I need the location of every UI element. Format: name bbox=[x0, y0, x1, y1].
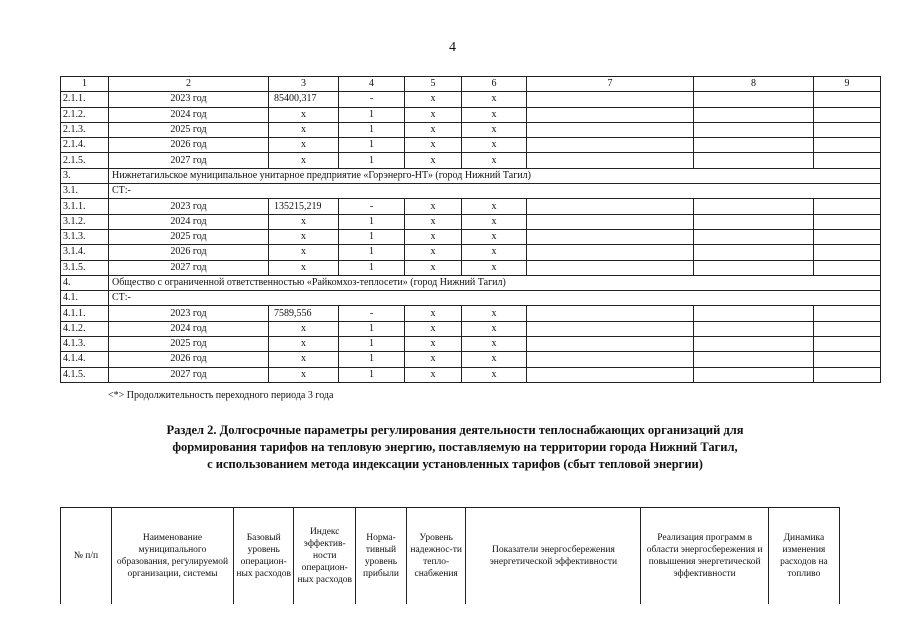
table-cell: x bbox=[462, 229, 527, 244]
table-cell bbox=[694, 352, 814, 367]
table-row bbox=[61, 306, 881, 321]
column-header: Реализация программ в области энергосбережения и повышения энергетической эффективности bbox=[641, 508, 768, 605]
table-cell bbox=[694, 214, 814, 229]
column-header: Базовый уровень операцион-ных расходов bbox=[233, 508, 293, 605]
section-2-parameters-table bbox=[60, 507, 840, 604]
table-cell bbox=[694, 321, 814, 336]
table-row bbox=[61, 199, 881, 214]
row-number: 3.1. bbox=[61, 184, 109, 199]
table-cell: x bbox=[405, 367, 462, 382]
table-cell: x bbox=[405, 122, 462, 137]
table-cell: x bbox=[462, 138, 527, 153]
row-number: 4.1.2. bbox=[61, 321, 109, 336]
page-number: 4 bbox=[449, 40, 456, 55]
column-number-2: 2 bbox=[109, 77, 269, 92]
section-title-line-3: с использованием метода индексации установленных тарифов (сбыт тепловой энергии) bbox=[207, 457, 703, 471]
column-number-3: 3 bbox=[269, 77, 339, 92]
column-header: Индекс эффектив-ности операцион-ных расходов bbox=[294, 508, 356, 605]
table-cell bbox=[527, 245, 694, 260]
table-cell: x bbox=[462, 306, 527, 321]
table-cell bbox=[694, 260, 814, 275]
row-number: 2.1.4. bbox=[61, 138, 109, 153]
table-cell bbox=[527, 229, 694, 244]
column-header: Норма-тивный уровень прибыли bbox=[356, 508, 407, 605]
table-cell bbox=[527, 260, 694, 275]
row-number: 3.1.5. bbox=[61, 260, 109, 275]
organization-row bbox=[61, 168, 881, 183]
row-number: 4.1.3. bbox=[61, 337, 109, 352]
column-number-5: 5 bbox=[405, 77, 462, 92]
table-cell bbox=[814, 153, 881, 168]
table-cell: 2025 год bbox=[109, 122, 269, 137]
table-cell: x bbox=[405, 306, 462, 321]
table-cell: x bbox=[405, 260, 462, 275]
table-cell: x bbox=[462, 199, 527, 214]
table-cell: x bbox=[405, 229, 462, 244]
table-cell: x bbox=[269, 321, 339, 336]
table-cell: x bbox=[462, 245, 527, 260]
column-number-row bbox=[61, 77, 881, 92]
table-cell: x bbox=[462, 337, 527, 352]
table-cell: x bbox=[405, 214, 462, 229]
table-cell: x bbox=[405, 153, 462, 168]
table-cell: x bbox=[405, 199, 462, 214]
table-cell bbox=[814, 337, 881, 352]
table-cell bbox=[814, 367, 881, 382]
row-number: 2.1.5. bbox=[61, 153, 109, 168]
table-cell bbox=[527, 138, 694, 153]
table-cell bbox=[814, 260, 881, 275]
row-number: 3.1.4. bbox=[61, 245, 109, 260]
row-number: 4.1.4. bbox=[61, 352, 109, 367]
table-cell bbox=[694, 199, 814, 214]
row-number: 3. bbox=[61, 168, 109, 183]
table-cell bbox=[814, 122, 881, 137]
organization-name: СТ:- bbox=[109, 291, 881, 306]
table-cell: 2027 год bbox=[109, 367, 269, 382]
table-cell: x bbox=[462, 107, 527, 122]
column-header: Уровень надежнос-ти тепло-снабжения bbox=[406, 508, 465, 605]
table-cell: 1 bbox=[339, 138, 405, 153]
table-cell: x bbox=[269, 107, 339, 122]
row-number: 2.1.1. bbox=[61, 92, 109, 107]
table-cell: x bbox=[462, 321, 527, 336]
table-cell: 1 bbox=[339, 153, 405, 168]
organization-row bbox=[61, 184, 881, 199]
table-cell bbox=[694, 306, 814, 321]
table-cell bbox=[814, 245, 881, 260]
table-cell bbox=[527, 199, 694, 214]
column-number-4: 4 bbox=[339, 77, 405, 92]
table-cell bbox=[527, 367, 694, 382]
table-cell bbox=[694, 367, 814, 382]
table-cell: x bbox=[269, 352, 339, 367]
row-number: 3.1.2. bbox=[61, 214, 109, 229]
table-cell bbox=[814, 352, 881, 367]
table-cell: - bbox=[339, 92, 405, 107]
table-cell: x bbox=[269, 367, 339, 382]
table-cell bbox=[527, 352, 694, 367]
table-row bbox=[61, 214, 881, 229]
table-cell: x bbox=[405, 138, 462, 153]
column-number-6: 6 bbox=[462, 77, 527, 92]
table-cell bbox=[694, 153, 814, 168]
table-cell: 1 bbox=[339, 337, 405, 352]
column-header: Динамика изменения расходов на топливо bbox=[768, 508, 839, 605]
table-cell bbox=[527, 92, 694, 107]
organization-name: СТ:- bbox=[109, 184, 881, 199]
table-cell: 85400,317 bbox=[269, 92, 339, 107]
table-row bbox=[61, 352, 881, 367]
column-number-7: 7 bbox=[527, 77, 694, 92]
table-cell: 1 bbox=[339, 352, 405, 367]
table-cell bbox=[814, 321, 881, 336]
table-cell bbox=[814, 306, 881, 321]
table-cell: 1 bbox=[339, 214, 405, 229]
table-cell: x bbox=[269, 260, 339, 275]
table-cell bbox=[527, 321, 694, 336]
table-cell bbox=[694, 122, 814, 137]
table-cell bbox=[527, 306, 694, 321]
table-cell: 7589,556 bbox=[269, 306, 339, 321]
column-header: № п/п bbox=[61, 508, 112, 605]
table-cell: x bbox=[462, 153, 527, 168]
table-cell: x bbox=[269, 245, 339, 260]
column-header: Наименование муниципального образования, регулируемой организации, системы bbox=[111, 508, 233, 605]
table-cell bbox=[527, 153, 694, 168]
table-cell bbox=[694, 229, 814, 244]
table-cell: x bbox=[462, 260, 527, 275]
table-cell: 2024 год bbox=[109, 107, 269, 122]
organization-name: Нижнетагильское муниципальное унитарное предприятие «Горэнерго-НТ» (город Нижний Тагил) bbox=[109, 168, 881, 183]
table-cell bbox=[527, 122, 694, 137]
table-row bbox=[61, 367, 881, 382]
table-cell: x bbox=[405, 337, 462, 352]
table-cell: 2024 год bbox=[109, 321, 269, 336]
table-cell: x bbox=[462, 214, 527, 229]
organization-name: Общество с ограниченной ответственностью «Райкомхоз-теплосети» (город Нижний Тагил) bbox=[109, 275, 881, 290]
table-cell: x bbox=[269, 122, 339, 137]
table-row bbox=[61, 260, 881, 275]
table-cell: 2026 год bbox=[109, 245, 269, 260]
row-number: 4.1.1. bbox=[61, 306, 109, 321]
table-cell: 2027 год bbox=[109, 153, 269, 168]
table-cell bbox=[527, 107, 694, 122]
table-row bbox=[61, 92, 881, 107]
table-cell bbox=[814, 199, 881, 214]
table-cell: 1 bbox=[339, 229, 405, 244]
table-cell bbox=[694, 245, 814, 260]
table-cell: 1 bbox=[339, 367, 405, 382]
table-cell bbox=[527, 214, 694, 229]
table-cell: 2023 год bbox=[109, 199, 269, 214]
organization-row bbox=[61, 275, 881, 290]
table-cell: 2024 год bbox=[109, 214, 269, 229]
table-cell: x bbox=[462, 352, 527, 367]
row-number: 2.1.3. bbox=[61, 122, 109, 137]
row-number: 3.1.1. bbox=[61, 199, 109, 214]
table-cell: x bbox=[269, 153, 339, 168]
table-cell: x bbox=[405, 107, 462, 122]
table-cell: 2026 год bbox=[109, 352, 269, 367]
footnote: <*> Продолжительность переходного периода 3 года bbox=[108, 390, 334, 401]
column-number-9: 9 bbox=[814, 77, 881, 92]
section-title-line-1: Раздел 2. Долгосрочные параметры регулирования деятельности теплоснабжающих организаций для bbox=[166, 423, 744, 437]
column-number-8: 8 bbox=[694, 77, 814, 92]
table-cell: x bbox=[269, 229, 339, 244]
table-row bbox=[61, 321, 881, 336]
table-cell: x bbox=[462, 367, 527, 382]
table-cell: x bbox=[269, 337, 339, 352]
table-cell bbox=[814, 229, 881, 244]
table-cell: 1 bbox=[339, 245, 405, 260]
table-cell: x bbox=[462, 92, 527, 107]
row-number: 4. bbox=[61, 275, 109, 290]
table-header-row bbox=[61, 508, 840, 605]
table-cell: - bbox=[339, 306, 405, 321]
table-cell bbox=[527, 337, 694, 352]
row-number: 2.1.2. bbox=[61, 107, 109, 122]
column-number-1: 1 bbox=[61, 77, 109, 92]
table-row bbox=[61, 138, 881, 153]
table-cell: x bbox=[462, 122, 527, 137]
table-cell: 2026 год bbox=[109, 138, 269, 153]
section-title-line-2: формирования тарифов на тепловую энергию, поставляемую на территории города Нижний Тагил, bbox=[172, 440, 738, 454]
table-cell: 2025 год bbox=[109, 229, 269, 244]
table-row bbox=[61, 153, 881, 168]
table-cell: - bbox=[339, 199, 405, 214]
organization-row bbox=[61, 291, 881, 306]
table-cell: 2023 год bbox=[109, 92, 269, 107]
table-cell: x bbox=[405, 352, 462, 367]
table-cell: x bbox=[269, 214, 339, 229]
table-cell: 1 bbox=[339, 321, 405, 336]
table-cell: 1 bbox=[339, 122, 405, 137]
parameters-table-continued bbox=[60, 76, 881, 383]
table-cell: 1 bbox=[339, 260, 405, 275]
table-cell: 2027 год bbox=[109, 260, 269, 275]
row-number: 4.1.5. bbox=[61, 367, 109, 382]
table-cell bbox=[814, 214, 881, 229]
table-row bbox=[61, 122, 881, 137]
table-cell bbox=[694, 92, 814, 107]
table-cell: x bbox=[269, 138, 339, 153]
row-number: 4.1. bbox=[61, 291, 109, 306]
column-header: Показатели энергосбережения энергетической эффективности bbox=[466, 508, 641, 605]
table-cell bbox=[814, 92, 881, 107]
table-cell bbox=[814, 138, 881, 153]
table-cell bbox=[694, 138, 814, 153]
table-row bbox=[61, 245, 881, 260]
table-cell: 1 bbox=[339, 107, 405, 122]
table-row bbox=[61, 107, 881, 122]
table-cell: 135215,219 bbox=[269, 199, 339, 214]
section-title bbox=[60, 422, 850, 473]
table-cell: x bbox=[405, 92, 462, 107]
table-row bbox=[61, 337, 881, 352]
table-cell bbox=[814, 107, 881, 122]
table-cell: 2025 год bbox=[109, 337, 269, 352]
row-number: 3.1.3. bbox=[61, 229, 109, 244]
table-row bbox=[61, 229, 881, 244]
table-cell bbox=[694, 107, 814, 122]
table-cell: 2023 год bbox=[109, 306, 269, 321]
table-cell bbox=[694, 337, 814, 352]
table-cell: x bbox=[405, 321, 462, 336]
table-cell: x bbox=[405, 245, 462, 260]
